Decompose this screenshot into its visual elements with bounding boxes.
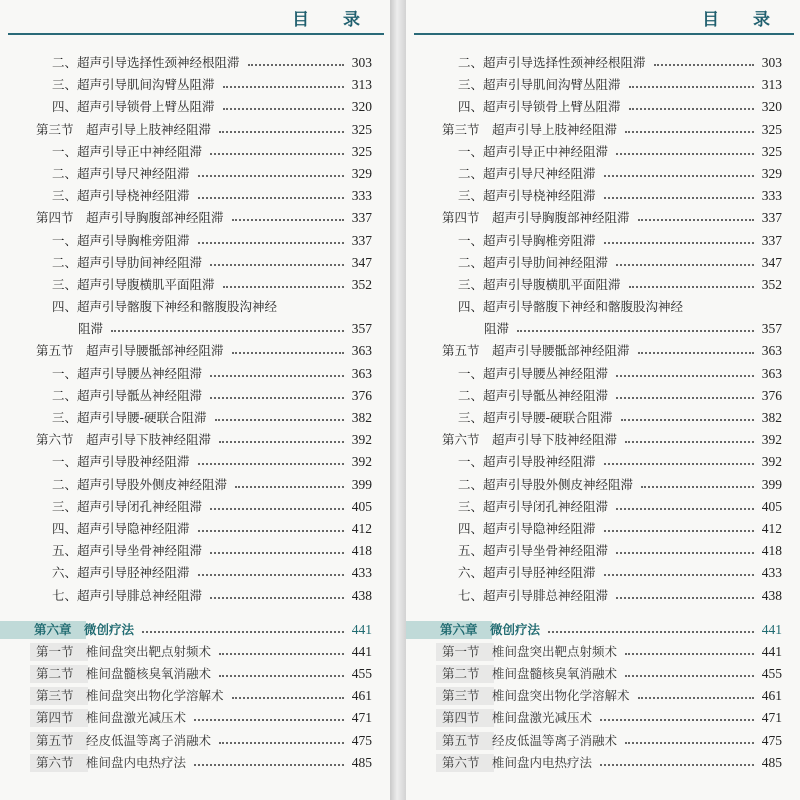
page-header <box>406 0 800 36</box>
toc-section-row <box>406 685 800 707</box>
toc-entry-label: 第六节 椎间盘内电热疗法 <box>442 754 593 770</box>
toc-page-number: 455 <box>761 666 782 682</box>
toc-entry-label: 第六节 超声引导下肢神经阻滞 <box>36 432 212 448</box>
toc-entry-label: 六、超声引导胫神经阻滞 <box>458 565 596 581</box>
toc-page-number: 363 <box>351 365 372 381</box>
toc-entry-label: 一、超声引导腰丛神经阻滞 <box>52 365 203 381</box>
dot-leader <box>625 730 754 744</box>
toc-page-number: 441 <box>351 621 372 637</box>
toc-page-number: 363 <box>351 343 372 359</box>
toc-entry-label: 五、超声引导坐骨神经阻滞 <box>458 543 609 559</box>
dot-leader <box>232 340 344 354</box>
toc-item-row <box>406 185 800 207</box>
dot-leader <box>210 496 344 510</box>
dot-leader <box>198 163 344 177</box>
toc-entry-label: 七、超声引导腓总神经阻滞 <box>458 587 609 603</box>
toc-page-number: 376 <box>351 387 372 403</box>
toc-page-number: 418 <box>351 543 372 559</box>
toc-entry-label: 三、超声引导闭孔神经阻滞 <box>52 498 203 514</box>
toc-entry-label: 第三节 椎间盘突出物化学溶解术 <box>36 688 224 704</box>
toc-section-row <box>0 207 390 229</box>
toc-list <box>0 52 390 774</box>
toc-entry-label: 一、超声引导胸椎旁阻滞 <box>458 232 596 248</box>
toc-item-row <box>406 274 800 296</box>
toc-item-row <box>0 540 390 562</box>
dot-leader <box>219 429 344 443</box>
toc-section-row <box>406 340 800 362</box>
dot-leader <box>517 318 754 332</box>
toc-entry-label: 第二节 椎间盘髓核臭氧消融术 <box>442 666 618 682</box>
toc-page-number: 399 <box>351 476 372 492</box>
toc-entry-label: 第五节 经皮低温等离子消融术 <box>442 732 618 748</box>
toc-entry-label: 一、超声引导正中神经阻滞 <box>458 143 609 159</box>
dot-leader <box>219 119 344 133</box>
toc-entry-label: 七、超声引导腓总神经阻滞 <box>52 587 203 603</box>
toc-entry-label: 第五节 经皮低温等离子消融术 <box>36 732 212 748</box>
toc-entry-label: 四、超声引导隐神经阻滞 <box>52 520 190 536</box>
toc-page-number: 382 <box>351 410 372 425</box>
dot-leader <box>638 340 754 354</box>
page-header <box>0 0 390 36</box>
toc-entry-label: 第四节 超声引导胸腹部神经阻滞 <box>36 210 224 226</box>
toc-chapter-row <box>0 619 390 641</box>
toc-entry-label: 一、超声引导正中神经阻滞 <box>52 143 203 159</box>
toc-page-number: 347 <box>351 254 372 270</box>
dot-leader <box>616 585 754 599</box>
toc-page-number: 337 <box>761 210 782 226</box>
dot-leader <box>616 385 754 399</box>
toc-page-number: 329 <box>761 165 782 181</box>
dot-leader <box>235 474 344 488</box>
toc-entry-label: 二、超声引导肋间神经阻滞 <box>458 254 609 270</box>
toc-page-number: 325 <box>761 121 782 137</box>
toc-entry-label: 第四节 椎间盘激光减压术 <box>442 710 593 726</box>
dot-leader <box>616 363 754 377</box>
toc-page-number: 382 <box>761 410 782 425</box>
dot-leader <box>621 407 754 421</box>
dot-leader <box>604 185 754 199</box>
toc-page-number: 333 <box>761 188 782 204</box>
dot-leader <box>629 96 754 110</box>
toc-page-number: 392 <box>351 454 372 470</box>
toc-entry-label: 第六节 超声引导下肢神经阻滞 <box>442 432 618 448</box>
toc-page-number: 325 <box>351 121 372 137</box>
toc-entry-label: 三、超声引导肌间沟臂丛阻滞 <box>52 77 215 93</box>
dot-leader <box>625 641 754 655</box>
toc-entry-label: 三、超声引导桡神经阻滞 <box>52 188 190 204</box>
dot-leader <box>600 707 754 721</box>
dot-leader <box>232 207 344 221</box>
toc-page-number: 405 <box>351 498 372 514</box>
toc-entry-label: 第一节 椎间盘突出靶点射频术 <box>442 643 618 659</box>
dot-leader <box>223 274 344 288</box>
toc-entry-label: 三、超声引导腰-硬联合阻滞 <box>458 410 613 425</box>
toc-page-number: 320 <box>351 99 372 115</box>
dot-leader <box>210 385 344 399</box>
toc-item-row <box>406 141 800 163</box>
toc-item-row <box>0 318 390 340</box>
toc-section-row <box>406 730 800 752</box>
dot-leader <box>142 619 344 633</box>
dot-leader <box>654 52 754 66</box>
toc-page-number: 461 <box>761 688 782 704</box>
toc-entry-label: 三、超声引导腰-硬联合阻滞 <box>52 410 207 425</box>
dot-leader <box>210 585 344 599</box>
toc-item-row <box>0 141 390 163</box>
toc-page-number: 337 <box>351 232 372 248</box>
dot-leader <box>638 207 754 221</box>
toc-entry-label: 二、超声引导尺神经阻滞 <box>458 165 596 181</box>
toc-page-number: 485 <box>351 754 372 770</box>
page-title: 目 录 <box>702 10 784 30</box>
dot-leader <box>248 52 344 66</box>
toc-entry-label: 第三节 超声引导上肢神经阻滞 <box>36 121 212 137</box>
toc-page-number: 303 <box>351 55 372 70</box>
toc-entry-label: 四、超声引导髂腹下神经和髂腹股沟神经 <box>458 299 684 315</box>
toc-item-row <box>406 496 800 518</box>
toc-page-number: 392 <box>761 454 782 470</box>
toc-item-row <box>406 252 800 274</box>
toc-section-row <box>406 207 800 229</box>
toc-item-row <box>0 96 390 118</box>
toc-item-row <box>406 562 800 584</box>
toc-entry-label: 阻滞 <box>78 321 104 337</box>
toc-entry-label: 四、超声引导隐神经阻滞 <box>458 520 596 536</box>
toc-list <box>406 52 800 774</box>
toc-item-row <box>406 451 800 473</box>
page-title: 目 录 <box>292 10 374 30</box>
toc-item-row <box>0 474 390 496</box>
toc-page-number: 357 <box>761 321 782 337</box>
toc-item-row <box>0 163 390 185</box>
toc-page-number: 471 <box>351 710 372 726</box>
toc-item-row <box>0 385 390 407</box>
toc-item-row <box>406 540 800 562</box>
toc-page-number: 412 <box>351 520 372 536</box>
toc-item-row <box>406 318 800 340</box>
toc-page-number: 313 <box>351 77 372 93</box>
dot-leader <box>604 562 754 576</box>
toc-item-row <box>0 451 390 473</box>
dot-leader <box>625 663 754 677</box>
toc-page-number: 461 <box>351 688 372 704</box>
toc-section-row <box>0 429 390 451</box>
toc-section-row <box>406 663 800 685</box>
header-rule <box>414 33 794 35</box>
dot-leader <box>198 518 344 532</box>
toc-section-row <box>0 641 390 663</box>
toc-item-row <box>0 363 390 385</box>
toc-page-number: 363 <box>761 365 782 381</box>
toc-chapter-row <box>406 619 800 641</box>
toc-entry-label: 第五节 超声引导腰骶部神经阻滞 <box>442 343 630 359</box>
dot-leader <box>194 707 344 721</box>
toc-entry-label: 三、超声引导腹横肌平面阻滞 <box>52 276 215 292</box>
toc-entry-label: 三、超声引导腹横肌平面阻滞 <box>458 276 621 292</box>
toc-page-number: 399 <box>761 476 782 492</box>
toc-entry-label: 四、超声引导髂腹下神经和髂腹股沟神经 <box>52 299 278 315</box>
toc-page-number: 455 <box>351 666 372 682</box>
dot-leader <box>616 496 754 510</box>
toc-page-number: 363 <box>761 343 782 359</box>
toc-entry-label: 第四节 椎间盘激光减压术 <box>36 710 187 726</box>
toc-entry-label: 二、超声引导选择性颈神经根阻滞 <box>52 55 240 70</box>
toc-section-row <box>406 707 800 729</box>
toc-item-row <box>0 407 390 429</box>
toc-page-number: 441 <box>761 621 782 637</box>
toc-item-row <box>406 96 800 118</box>
toc-entry-label: 二、超声引导骶丛神经阻滞 <box>458 387 609 403</box>
toc-item-row <box>0 74 390 96</box>
dot-leader <box>223 74 344 88</box>
dot-leader <box>604 230 754 244</box>
toc-entry-label: 二、超声引导股外侧皮神经阻滞 <box>52 476 228 492</box>
dot-leader <box>219 730 344 744</box>
dot-leader <box>198 185 344 199</box>
dot-leader <box>548 619 754 633</box>
toc-page-number: 433 <box>761 565 782 581</box>
toc-item-row <box>0 252 390 274</box>
dot-leader <box>219 663 344 677</box>
toc-item-row <box>0 274 390 296</box>
toc-item-row <box>406 518 800 540</box>
dot-leader <box>604 163 754 177</box>
toc-gap <box>406 607 800 619</box>
toc-section-row <box>406 119 800 141</box>
toc-page-number: 392 <box>351 432 372 448</box>
toc-page-number: 418 <box>761 543 782 559</box>
dot-leader <box>210 540 344 554</box>
toc-item-row <box>406 474 800 496</box>
toc-page-number: 471 <box>761 710 782 726</box>
toc-item-row <box>406 585 800 607</box>
toc-page-number: 303 <box>761 55 782 70</box>
toc-entry-label: 四、超声引导锁骨上臂丛阻滞 <box>458 99 621 115</box>
toc-entry-label: 四、超声引导锁骨上臂丛阻滞 <box>52 99 215 115</box>
toc-item-row <box>406 363 800 385</box>
toc-page-number: 438 <box>761 587 782 603</box>
toc-entry-label: 一、超声引导股神经阻滞 <box>458 454 596 470</box>
dot-leader <box>616 540 754 554</box>
header-rule <box>8 33 384 35</box>
toc-item-row <box>0 518 390 540</box>
dot-leader <box>600 752 754 766</box>
right-page <box>406 0 800 800</box>
toc-page-number: 475 <box>761 732 782 748</box>
toc-page-number: 325 <box>351 143 372 159</box>
toc-item-row <box>0 230 390 252</box>
toc-page-number: 352 <box>761 276 782 292</box>
toc-entry-label: 二、超声引导选择性颈神经根阻滞 <box>458 55 646 70</box>
toc-item-row <box>0 562 390 584</box>
toc-item-row <box>0 496 390 518</box>
toc-item-row <box>0 185 390 207</box>
toc-entry-label: 一、超声引导腰丛神经阻滞 <box>458 365 609 381</box>
toc-page-number: 441 <box>351 643 372 659</box>
toc-page-number: 485 <box>761 754 782 770</box>
toc-section-row <box>0 752 390 774</box>
toc-page-number: 392 <box>761 432 782 448</box>
toc-entry-label: 三、超声引导肌间沟臂丛阻滞 <box>458 77 621 93</box>
dot-leader <box>223 96 344 110</box>
toc-entry-label: 第一节 椎间盘突出靶点射频术 <box>36 643 212 659</box>
toc-section-row <box>0 663 390 685</box>
toc-entry-label: 第五节 超声引导腰骶部神经阻滞 <box>36 343 224 359</box>
dot-leader <box>198 562 344 576</box>
toc-item-row <box>0 52 390 74</box>
toc-entry-label: 一、超声引导股神经阻滞 <box>52 454 190 470</box>
dot-leader <box>616 141 754 155</box>
toc-entry-label: 第六节 椎间盘内电热疗法 <box>36 754 187 770</box>
toc-entry-label: 第六章 微创疗法 <box>440 621 541 637</box>
toc-entry-label: 第六章 微创疗法 <box>34 621 135 637</box>
toc-page-number: 325 <box>761 143 782 159</box>
toc-page-number: 352 <box>351 276 372 292</box>
toc-entry-label: 六、超声引导胫神经阻滞 <box>52 565 190 581</box>
dot-leader <box>641 474 754 488</box>
toc-page-number: 329 <box>351 165 372 181</box>
dot-leader <box>629 274 754 288</box>
toc-page-number: 376 <box>761 387 782 403</box>
dot-leader <box>629 74 754 88</box>
toc-item-row <box>0 585 390 607</box>
dot-leader <box>210 252 344 266</box>
toc-entry-label: 二、超声引导尺神经阻滞 <box>52 165 190 181</box>
toc-item-row <box>406 52 800 74</box>
toc-page-number: 347 <box>761 254 782 270</box>
dot-leader <box>215 407 344 421</box>
dot-leader <box>625 429 754 443</box>
toc-gap <box>0 607 390 619</box>
toc-section-row <box>0 340 390 362</box>
toc-page-number: 337 <box>761 232 782 248</box>
toc-entry-label: 三、超声引导闭孔神经阻滞 <box>458 498 609 514</box>
dot-leader <box>604 451 754 465</box>
toc-entry-label: 第三节 超声引导上肢神经阻滞 <box>442 121 618 137</box>
dot-leader <box>638 685 754 699</box>
toc-entry-label: 五、超声引导坐骨神经阻滞 <box>52 543 203 559</box>
toc-entry-label: 阻滞 <box>484 321 510 337</box>
toc-section-row <box>406 641 800 663</box>
toc-page-number: 405 <box>761 498 782 514</box>
toc-page-number: 412 <box>761 520 782 536</box>
toc-item-row <box>406 296 800 318</box>
dot-leader <box>232 685 344 699</box>
dot-leader <box>604 518 754 532</box>
toc-section-row <box>0 730 390 752</box>
dot-leader <box>111 318 344 332</box>
toc-page-number: 320 <box>761 99 782 115</box>
toc-entry-label: 第三节 椎间盘突出物化学溶解术 <box>442 688 630 704</box>
dot-leader <box>219 641 344 655</box>
dot-leader <box>210 363 344 377</box>
toc-item-row <box>0 296 390 318</box>
toc-item-row <box>406 163 800 185</box>
toc-page-number: 313 <box>761 77 782 93</box>
toc-page-number: 441 <box>761 643 782 659</box>
toc-page-number: 438 <box>351 587 372 603</box>
toc-page-number: 433 <box>351 565 372 581</box>
left-page <box>0 0 390 800</box>
toc-item-row <box>406 385 800 407</box>
dot-leader <box>194 752 344 766</box>
dot-leader <box>198 230 344 244</box>
toc-entry-label: 一、超声引导胸椎旁阻滞 <box>52 232 190 248</box>
toc-section-row <box>0 119 390 141</box>
dot-leader <box>625 119 754 133</box>
toc-page-number: 475 <box>351 732 372 748</box>
toc-entry-label: 第四节 超声引导胸腹部神经阻滞 <box>442 210 630 226</box>
toc-section-row <box>0 707 390 729</box>
toc-entry-label: 二、超声引导股外侧皮神经阻滞 <box>458 476 634 492</box>
toc-item-row <box>406 407 800 429</box>
toc-page-number: 337 <box>351 210 372 226</box>
toc-page-number: 333 <box>351 188 372 204</box>
toc-section-row <box>0 685 390 707</box>
dot-leader <box>616 252 754 266</box>
toc-item-row <box>406 230 800 252</box>
toc-section-row <box>406 752 800 774</box>
dot-leader <box>210 141 344 155</box>
toc-item-row <box>406 74 800 96</box>
dot-leader <box>198 451 344 465</box>
toc-section-row <box>406 429 800 451</box>
book-gutter <box>390 0 406 800</box>
toc-entry-label: 二、超声引导骶丛神经阻滞 <box>52 387 203 403</box>
toc-entry-label: 三、超声引导桡神经阻滞 <box>458 188 596 204</box>
toc-entry-label: 第二节 椎间盘髓核臭氧消融术 <box>36 666 212 682</box>
toc-page-number: 357 <box>351 321 372 337</box>
toc-entry-label: 二、超声引导肋间神经阻滞 <box>52 254 203 270</box>
